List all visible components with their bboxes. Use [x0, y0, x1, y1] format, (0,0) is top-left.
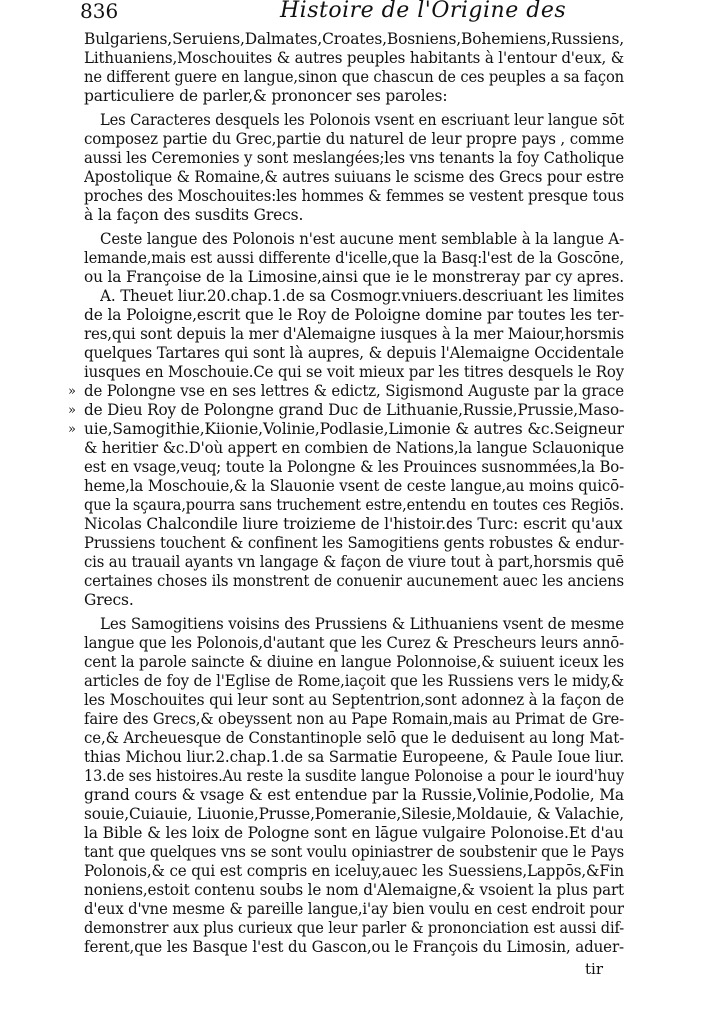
text-line: de Dieu Roy de Polongne grand Duc de Lithuanie,Russie,Prussie,Maso- — [84, 401, 624, 419]
text-line: Lithuaniens,Moschouites & autres peuples habitants à l'entour d'eux, & — [84, 49, 624, 67]
text-line: Grecs. — [84, 591, 134, 609]
text-line: particuliere de parler,& prononcer ses paroles: — [84, 87, 448, 105]
text-line: uie,Samogithie,Kiionie,Volinie,Podlasie,Limonie & autres &c.Seigneur — [84, 420, 624, 438]
paragraph-start-line: A. Theuet liur.20.chap.1.de sa Cosmogr.vniuers.descriuant les limites — [100, 287, 624, 305]
text-line: ne different guere en langue,sinon que chascun de ces peuples a sa façon — [84, 68, 624, 86]
margin-mark: » — [68, 422, 76, 437]
text-line: heme,la Moschouie,& la Slauonie vsent de ceste langue,au moins quicō- — [84, 477, 624, 495]
text-line: proches des Moschouites:les hommes & femmes se vestent presque tous — [84, 187, 624, 205]
text-line: Nicolas Chalcondile liure troizieme de l'histoir.des Turc: escrit qu'aux — [84, 515, 623, 533]
catchword: tir — [585, 960, 603, 978]
running-title: Histoire de l'Origine des — [280, 0, 567, 23]
text-line: certaines choses ils monstrent de conuenir aucunement auec les anciens — [84, 572, 624, 590]
paragraph-start-line: Les Samogitiens voisins des Prussiens & Lithuaniens vsent de mesme — [100, 615, 624, 633]
text-line: ou la Françoise de la Limosine,ainsi que ie le monstreray par cy apres. — [84, 268, 624, 286]
text-line: Prussiens touchent & confinent les Samogitiens gents robustes & endur- — [84, 534, 624, 552]
text-line: grand cours & vsage & est entendue par la Russie,Volinie,Podolie, Ma — [84, 786, 624, 804]
text-line: iusques en Moschouie.Ce qui se voit mieux par les titres desquels le Roy — [84, 363, 624, 381]
text-line: res,qui sont depuis la mer d'Alemaigne iusques à la mer Maiour,horsmis — [84, 325, 624, 343]
text-line: cis au trauail ayants vn langage & façon de viure tout à part,horsmis quē — [84, 553, 624, 571]
text-line: lemande,mais est aussi differente d'icelle,que la Basq:l'est de la Goscōne, — [84, 249, 624, 267]
text-line: la Bible & les loix de Pologne sont en lāgue vulgaire Polonoise.Et d'au — [84, 824, 624, 842]
paragraph-start-line: Ceste langue des Polonois n'est aucune ment semblable à la langue A- — [100, 230, 624, 248]
text-line: 13.de ses histoires.Au reste la susdite langue Polonoise a pour le iourd'huy — [84, 767, 624, 785]
text-line: & heritier &c.D'où appert en combien de Nations,la langue Sclauonique — [84, 439, 624, 457]
text-line: les Moschouites qui leur sont au Septentrion,sont adonnez à la façon de — [84, 691, 624, 709]
text-line: à la façon des susdits Grecs. — [84, 206, 304, 224]
margin-mark: » — [68, 403, 76, 418]
running-header — [80, 0, 640, 26]
paragraph-start-line: Les Caracteres desquels les Polonois vsent en escriuant leur langue sōt — [100, 111, 624, 129]
text-line: de Polongne vse en ses lettres & edictz, Sigismond Auguste par la grace — [84, 382, 624, 400]
text-line: faire des Grecs,& obeyssent non au Pape Romain,mais au Primat de Gre- — [84, 710, 624, 728]
text-line: cent la parole saincte & diuine en langue Polonnoise,& suiuent iceux les — [84, 653, 624, 671]
text-line: noniens,estoit contenu soubs le nom d'Alemaigne,& vsoient la plus part — [84, 881, 624, 899]
text-line: tant que quelques vns se sont voulu opiniastrer de soubstenir que le Pays — [84, 843, 624, 861]
text-line: que la sçaura,pourra sans truchement estre,entendu en toutes ces Regiōs. — [84, 496, 624, 514]
text-line: aussi les Ceremonies y sont meslangées;les vns tenants la foy Catholique — [84, 149, 624, 167]
text-line: de la Poloigne,escrit que le Roy de Poloigne domine par toutes les ter- — [84, 306, 624, 324]
text-line: articles de foy de l'Eglise de Rome,iaçoit que les Russiens vers le midy,& — [84, 672, 624, 690]
text-line: Bulgariens,Seruiens,Dalmates,Croates,Bosniens,Bohemiens,Russiens, — [84, 30, 624, 48]
text-line: demonstrer aux plus curieux que leur parler & prononciation est aussi dif- — [84, 919, 624, 937]
text-line: langue que les Polonois,d'autant que les Curez & Prescheurs leurs annō- — [84, 634, 624, 652]
text-line: est en vsage,veuq; toute la Polongne & les Prouinces susnommées,la Bo- — [84, 458, 624, 476]
text-line: Apostolique & Romaine,& autres suiuans le scisme des Grecs pour estre — [84, 168, 624, 186]
text-line: thias Michou liur.2.chap.1.de sa Sarmatie Europeene, & Paule Ioue liur. — [84, 748, 624, 766]
text-line: Polonois,& ce qui est compris en iceluy,auec les Suessiens,Lappōs,&Fin — [84, 862, 624, 880]
text-line: ferent,que les Basque l'est du Gascon,ou le François du Limosin, aduer- — [84, 938, 624, 956]
text-line: ce,& Archeuesque de Constantinople selō que le deduisent au long Mat- — [84, 729, 624, 747]
text-line: composez partie du Grec,partie du naturel de leur propre pays , comme — [84, 130, 624, 148]
page-number: 836 — [80, 0, 119, 23]
margin-mark: » — [68, 384, 76, 399]
text-line: quelques Tartares qui sont là aupres, & depuis l'Alemaigne Occidentale — [84, 344, 624, 362]
text-line: souie,Cuiauie, Liuonie,Prusse,Pomeranie,Silesie,Moldauie, & Valachie, — [84, 805, 624, 823]
text-line: d'eux d'vne mesme & pareille langue,i'ay bien voulu en cest endroit pour — [84, 900, 624, 918]
